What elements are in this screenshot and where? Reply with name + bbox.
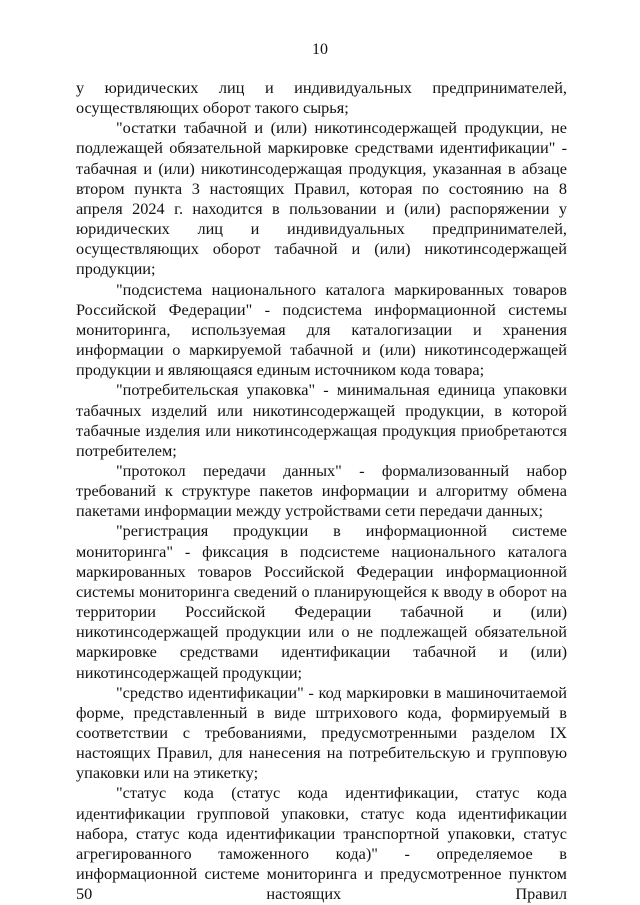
document-body xyxy=(76,78,567,904)
paragraph-definition-remaining-stock: "остатки табачной и (или) никотинсодержащей продукции, не подлежащей обязательной маркировке средствами идентификации" - табачная и (или) никотинсодержащая продукция, указанная в абзаце втором пункта 3 настоящих Правил, которая по состоянию на 8 апреля 2024 г. находится в пользовании и (или) распоряжении у юридических лиц и индивидуальных предпринимателей, осуществляющих оборот табачной и (или) никотинсодержащей продукции; xyxy=(76,118,567,279)
paragraph-definition-catalog-subsystem: "подсистема национального каталога маркированных товаров Российской Федерации" - подсистема информационной системы мониторинга, используемая для каталогизации и хранения информации о маркируемой табачной и (или) никотинсодержащей продукции и являющаяся единым источником кода товара; xyxy=(76,279,567,380)
page-number: 10 xyxy=(312,41,328,58)
paragraph-definition-code-status: "статус кода (статус кода идентификации, статус кода идентификации групповой упаковки, статус кода идентификации набора, статус кода идентификации транспортной упаковки, статус агрегированного таможенного кода)" - определяемое в информационной системе мониторинга и предусмотренное пунктом 50 настоящих Правил xyxy=(76,783,567,904)
paragraph-definition-product-registration: "регистрация продукции в информационной системе мониторинга" - фиксация в подсистеме национального каталога маркированных товаров Российской Федерации информационной системы мониторинга сведений о планирующейся к вводу в оборот на территории Российской Федерации табачной и (или) никотинсодержащей продукции или о не подлежащей обязательной маркировке средствами идентификации табачной и (или) никотинсодержащей продукции; xyxy=(76,521,567,682)
paragraph-definition-data-protocol: "протокол передачи данных" - формализованный набор требований к структуре пакетов информации и алгоритму обмена пакетами информации между устройствами сети передачи данных; xyxy=(76,460,567,521)
paragraph-definition-consumer-package: "потребительская упаковка" - минимальная единица упаковки табачных изделий или никотинсодержащей продукции, в которой табачные изделия или никотинсодержащая продукция приобретаются потребителем; xyxy=(76,380,567,460)
paragraph-continuation: у юридических лиц и индивидуальных предпринимателей, осуществляющих оборот такого сырья; xyxy=(76,78,567,118)
paragraph-definition-identification-means: "средство идентификации" - код маркировки в машиночитаемой форме, представленный в виде штрихового кода, формируемый в соответствии с требованиями, предусмотренными разделом IX настоящих Правил, для нанесения на потребительскую и групповую упаковки или на этикетку; xyxy=(76,682,567,783)
